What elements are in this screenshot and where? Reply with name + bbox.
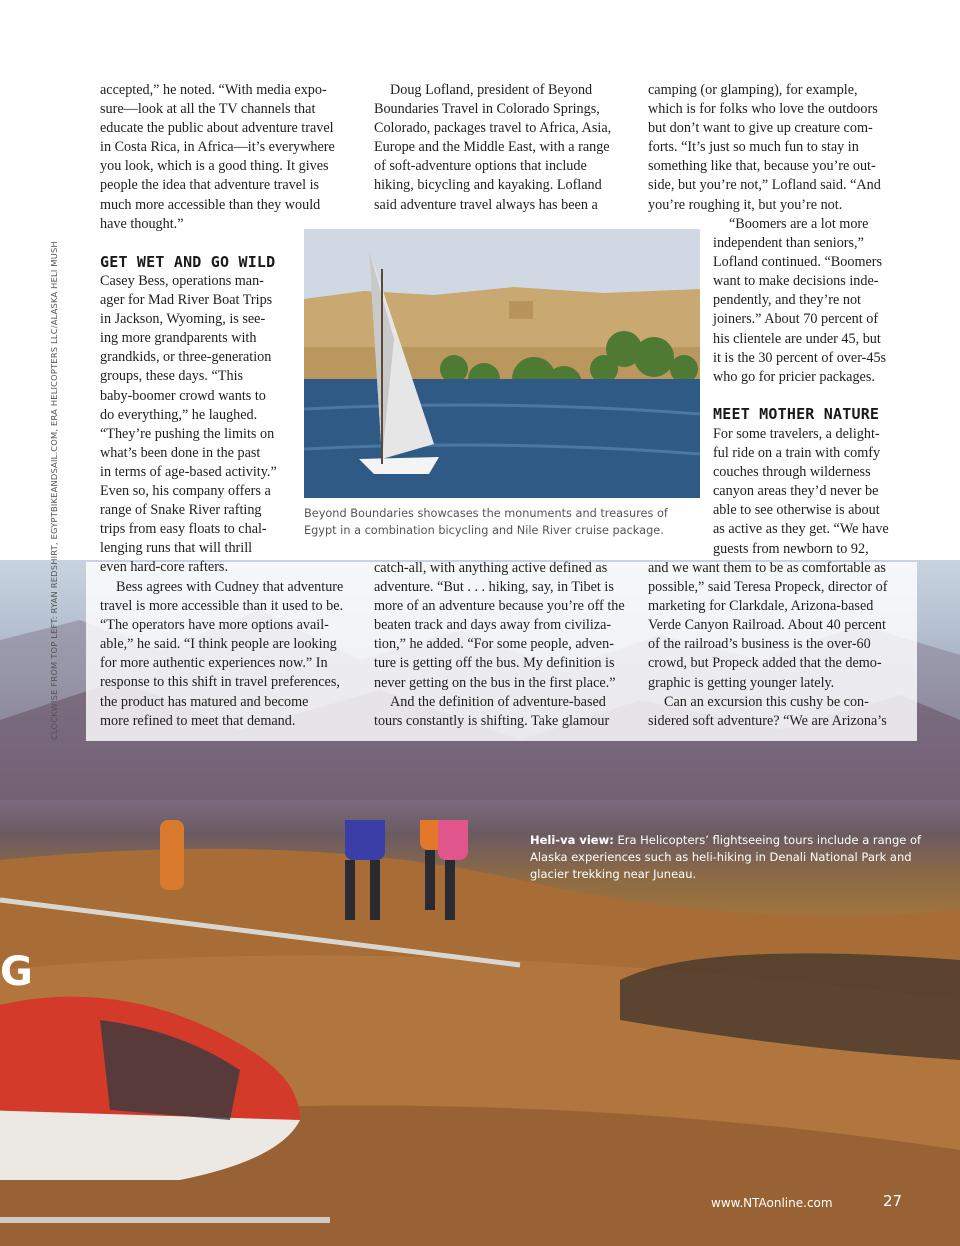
text-line: for more authentic experiences now.” In bbox=[100, 655, 328, 672]
text-line: able to see otherwise is about bbox=[713, 502, 880, 519]
text-line: as active as they get. “We have bbox=[713, 521, 889, 538]
text-line: Verde Canyon Railroad. About 40 percent bbox=[648, 617, 886, 634]
text-line: Even so, his company offers a bbox=[100, 483, 271, 500]
text-line: Can an excursion this cushy be con- bbox=[664, 693, 869, 710]
text-line: never getting on the bus in the first place.” bbox=[374, 674, 616, 691]
text-line: ager for Mad River Boat Trips bbox=[100, 292, 273, 309]
text-line: tion,” he added. “For some people, adven- bbox=[374, 636, 614, 653]
text-line: of soft-adventure options that include bbox=[374, 158, 587, 175]
text-line: camping (or glamping), for example, bbox=[648, 82, 858, 98]
caption-lead: Heli-va view: bbox=[530, 833, 614, 847]
text-line: you’re roughing it, but you’re not. bbox=[648, 196, 843, 213]
text-line: pendently, and they’re not bbox=[713, 292, 861, 309]
text-line: sure—look at all the TV channels that bbox=[100, 101, 316, 118]
text-line: range of Snake River rafting bbox=[100, 502, 262, 519]
text-line: educate the public about adventure travel bbox=[100, 120, 334, 137]
text-line: have thought.” bbox=[100, 215, 184, 232]
text-line: For some travelers, a delight- bbox=[713, 426, 880, 442]
col1-bottom bbox=[100, 578, 362, 731]
col3-mid2 bbox=[713, 425, 908, 559]
text-line: couches through wilderness bbox=[713, 464, 871, 481]
text-line: Casey Bess, operations man- bbox=[100, 273, 264, 289]
text-line: you look, which is a good thing. It gives bbox=[100, 158, 329, 175]
text-line: groups, these days. “This bbox=[100, 368, 244, 385]
text-line: Boundaries Travel in Colorado Springs, bbox=[374, 101, 600, 118]
text-line: marketing for Clarkdale, Arizona-based bbox=[648, 598, 874, 615]
text-line: adventure. “But . . . hiking, say, in Tibet is bbox=[374, 579, 614, 596]
text-line: baby-boomer crowd wants to bbox=[100, 387, 266, 404]
section-heading-get-wet: GET WET AND GO WILD bbox=[100, 253, 276, 271]
text-line: much more accessible than they would bbox=[100, 196, 321, 213]
text-line: possible,” said Teresa Propeck, director of bbox=[648, 579, 888, 596]
text-line: able,” he said. “I think people are looking bbox=[100, 636, 337, 653]
text-line: guests from newborn to 92, bbox=[713, 540, 869, 557]
text-line: response to this shift in travel preferences, bbox=[100, 674, 340, 691]
col3-mid bbox=[713, 215, 908, 387]
text-line: in terms of age-based activity.” bbox=[100, 463, 277, 480]
text-line: canyon areas they’d never be bbox=[713, 483, 879, 500]
text-line: sidered soft adventure? “We are Arizona’s bbox=[648, 712, 887, 729]
text-line: who go for pricier packages. bbox=[713, 368, 875, 385]
text-line: even hard-core rafters. bbox=[100, 559, 228, 576]
text-line: travel is more accessible than it used to be. bbox=[100, 598, 344, 615]
text-line: grandkids, or three-generation bbox=[100, 349, 272, 366]
text-line: And the definition of adventure-based bbox=[390, 693, 606, 710]
text-line: lenging runs that will thrill bbox=[100, 540, 253, 557]
caption-text: Era Helicopters’ flightseeing tours include a range of Alaska experiences such as heli-hiking in Denali National Park and glacier trekking near Juneau. bbox=[530, 833, 922, 881]
col1-top bbox=[100, 81, 360, 234]
text-line: forts. “It’s just so much fun to stay in bbox=[648, 139, 859, 156]
text-line: crowd, but Propeck added that the demo- bbox=[648, 655, 882, 672]
text-line: more of an adventure because you’re off the bbox=[374, 598, 625, 615]
text-line: something like that, because you’re out- bbox=[648, 158, 876, 175]
nile-felucca-photo bbox=[304, 229, 700, 498]
text-line: which is for folks who love the outdoors bbox=[648, 101, 878, 118]
text-line: ing more grandparents with bbox=[100, 330, 257, 347]
text-line: Lofland continued. “Boomers bbox=[713, 254, 883, 271]
text-line: do everything,” he laughed. bbox=[100, 406, 258, 423]
col1-mid bbox=[100, 272, 295, 578]
text-line: catch-all, with anything active defined as bbox=[374, 560, 608, 576]
text-line: “The operators have more options avail- bbox=[100, 617, 329, 634]
col3-top bbox=[648, 81, 910, 215]
tundra-slope bbox=[0, 820, 960, 1246]
page-number: 27 bbox=[883, 1192, 903, 1210]
text-line: Europe and the Middle East, with a range bbox=[374, 139, 610, 156]
text-line: joiners.” About 70 percent of bbox=[713, 311, 879, 328]
text-line: Doug Lofland, president of Beyond bbox=[390, 82, 593, 98]
nile-photo-caption: Beyond Boundaries showcases the monuments and treasures of Egypt in a combination bicycling and Nile River cruise package. bbox=[304, 507, 668, 537]
col2-bottom bbox=[374, 559, 636, 731]
text-line: what’s been done in the past bbox=[100, 444, 261, 461]
text-line: and we want them to be as comfortable as bbox=[648, 560, 886, 576]
text-line: trips from easy floats to chal- bbox=[100, 521, 267, 538]
helicopter-photo-caption bbox=[530, 832, 930, 883]
text-line: “They’re pushing the limits on bbox=[100, 425, 275, 442]
text-line: side, but you’re not,” Lofland said. “And bbox=[648, 177, 881, 194]
text-line: but don’t want to give up creature com- bbox=[648, 120, 873, 137]
text-line: accepted,” he noted. “With media expo- bbox=[100, 82, 327, 98]
text-line: the product has matured and become bbox=[100, 693, 309, 710]
col3-bottom bbox=[648, 559, 910, 731]
text-line: it is the 30 percent of over-45s bbox=[713, 349, 887, 366]
text-line: people the idea that adventure travel is bbox=[100, 177, 320, 194]
text-line: want to make decisions inde- bbox=[713, 273, 879, 290]
text-line: ful ride on a train with comfy bbox=[713, 445, 881, 462]
text-line: in Costa Rica, in Africa—it’s everywhere bbox=[100, 139, 335, 156]
text-line: “Boomers are a lot more bbox=[729, 216, 869, 232]
text-line: in Jackson, Wyoming, is see- bbox=[100, 311, 266, 328]
text-line: tours constantly is shifting. Take glamour bbox=[374, 712, 610, 729]
text-line: his clientele are under 45, but bbox=[713, 330, 881, 347]
svg-text:G: G bbox=[0, 949, 33, 995]
text-line: independent than seniors,” bbox=[713, 235, 864, 252]
text-line: Bess agrees with Cudney that adventure bbox=[116, 579, 344, 595]
section-heading-mother-nature: MEET MOTHER NATURE bbox=[713, 405, 880, 423]
text-line: Colorado, packages travel to Africa, Asia, bbox=[374, 120, 612, 137]
text-line: beaten track and days away from civiliza- bbox=[374, 617, 612, 634]
text-line: more refined to meet that demand. bbox=[100, 712, 296, 729]
text-line: of the railroad’s business is the over-60 bbox=[648, 636, 871, 653]
col2-top bbox=[374, 81, 636, 215]
photo-credit: CLOCKWISE FROM TOP LEFT: RYAN REDSHIRT, EGYPTBIKEANDSAIL.COM, ERA HELICOPTERS LLC/ALASKA HELI MUSH bbox=[49, 241, 59, 740]
footer-url: www.NTAonline.com bbox=[711, 1196, 833, 1210]
text-line: said adventure travel always has been a bbox=[374, 196, 598, 213]
text-line: ture is getting off the bus. My definition is bbox=[374, 655, 615, 672]
text-line: hiking, bicycling and kayaking. Lofland bbox=[374, 177, 602, 194]
text-line: graphic is getting younger lately. bbox=[648, 674, 835, 691]
